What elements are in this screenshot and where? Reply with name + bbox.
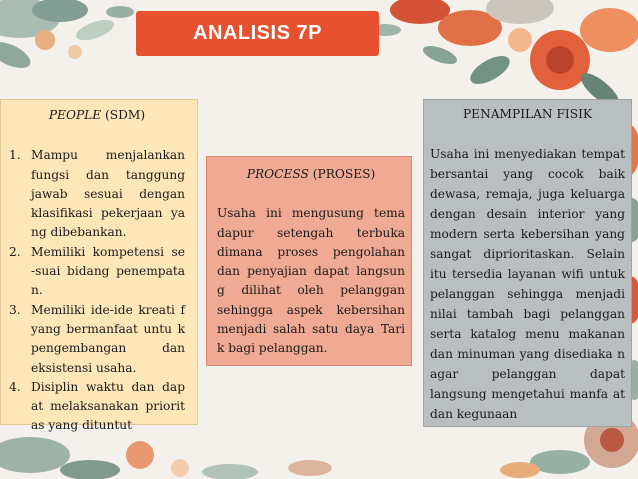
list-item bbox=[9, 378, 185, 436]
list-number: 3. bbox=[9, 302, 21, 317]
process-card-title bbox=[217, 165, 405, 184]
people-card-title bbox=[9, 106, 185, 125]
list-item-text: Disiplin waktu dan dap at melaksanakan priorit as yang dituntut bbox=[31, 379, 185, 433]
people-list bbox=[9, 146, 185, 435]
list-item-text: Memiliki ide-ide kreati f yang bermanfaat untu k pengembangan dan eksistensi usaha. bbox=[31, 302, 185, 375]
list-item-text: Mampu menjalankan fungsi dan tanggung jawab sesuai dengan klasifikasi pekerjaan ya ng dibebankan. bbox=[31, 148, 185, 240]
process-card bbox=[206, 156, 412, 366]
physical-card-title: PENAMPILAN FISIK bbox=[462, 107, 593, 121]
list-number: 1. bbox=[9, 148, 21, 163]
list-item bbox=[9, 243, 185, 301]
slide-title: ANALISIS 7P bbox=[136, 11, 379, 56]
process-title-rest: (PROSES) bbox=[308, 167, 376, 181]
process-title-italic: PROCESS bbox=[246, 167, 309, 181]
people-title-rest: (SDM) bbox=[101, 108, 146, 122]
people-title-italic: PEOPLE bbox=[48, 108, 102, 122]
list-item-text: Memiliki kompetensi se -suai bidang penempata n. bbox=[31, 244, 185, 298]
people-card bbox=[0, 99, 198, 433]
physical-body: Usaha ini menyediakan tempat bersantai yang cocok baik dewasa, remaja, juga keluarga dengan desain interior yang modern serta kebersihan yang sangat diprioritaskan. Selain itu tersedia layanan wifi untuk pelanggan sehingga menjadi nilai tambah bagi pelanggan serta katalog menu makanan dan minuman yang disediaka n agar pelanggan dapat langsung mengetahui manfa at dan kegunaan bbox=[430, 147, 625, 421]
list-item bbox=[9, 301, 185, 378]
list-number: 4. bbox=[9, 379, 21, 394]
physical-card bbox=[423, 99, 632, 427]
list-number: 2. bbox=[9, 244, 21, 259]
list-item bbox=[9, 146, 185, 242]
process-body: Usaha ini mengusung tema dapur setengah terbuka dimana proses pengolahan dan penyajian dapat langsun g dilihat oleh pelanggan sehingga aspek kebersihan menjadi salah satu daya Tari k bagi pelanggan. bbox=[217, 206, 405, 356]
